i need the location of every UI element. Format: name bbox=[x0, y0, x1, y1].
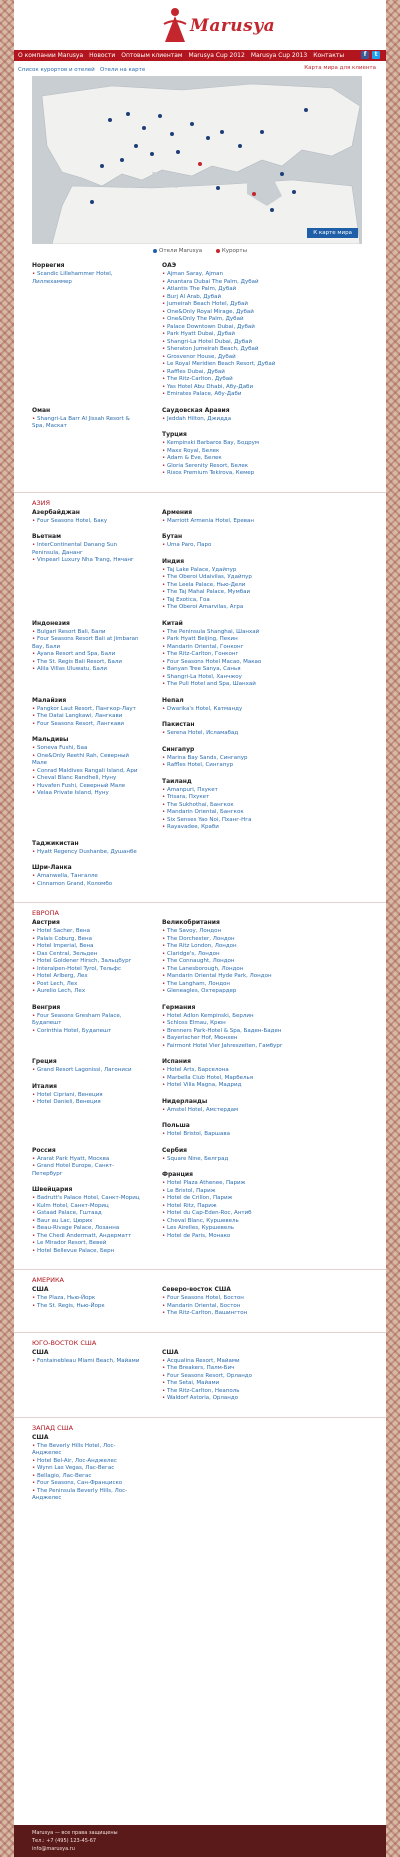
hotel-link[interactable]: • The Ritz-Carlton, Гонконг bbox=[162, 651, 312, 659]
country-block bbox=[162, 1122, 312, 1139]
hotel-link[interactable]: • Bellagio, Лас-Вегас bbox=[32, 1473, 142, 1481]
country-name: Польша bbox=[162, 1122, 190, 1129]
hotel-link[interactable]: • Soneva Fushi, Баа bbox=[32, 745, 142, 753]
hotel-link[interactable]: • Waldorf Astoria, Орландо bbox=[162, 1395, 312, 1403]
hotel-link[interactable]: • The Savoy, Лондон bbox=[162, 928, 312, 936]
hotel-link[interactable]: • Mandarin Oriental, Гонконг bbox=[162, 644, 312, 652]
hotels-on-map-link[interactable]: Отели на карте bbox=[100, 67, 146, 73]
region-column bbox=[32, 1058, 142, 1147]
country-block bbox=[162, 778, 312, 832]
hotel-link[interactable]: • The Ritz-Carlton, Вашингтон bbox=[162, 1310, 312, 1318]
country-block bbox=[162, 558, 312, 612]
hotel-link[interactable]: • Sheraton Jumeirah Beach, Дубай bbox=[162, 346, 312, 354]
hotel-link[interactable]: • The Taj Mahal Palace, Мумбаи bbox=[162, 589, 312, 597]
country-block bbox=[32, 1186, 142, 1255]
country-block bbox=[32, 620, 142, 674]
hotel-link[interactable]: • Conrad Maldives Rangali Island, Ари bbox=[32, 768, 142, 776]
country-block bbox=[162, 262, 312, 399]
hotel-link[interactable]: • The Sukhothai, Бангкок bbox=[162, 802, 312, 810]
hotel-link[interactable]: • Hotel Bristol, Варшава bbox=[162, 1131, 312, 1139]
country-name: Шри-Ланка bbox=[32, 864, 72, 871]
hotel-link[interactable]: • Mandarin Oriental, Бангкок bbox=[162, 809, 312, 817]
hotel-link[interactable]: • Rixos Premium Tekirova, Кемер bbox=[162, 470, 312, 478]
country-block bbox=[32, 1434, 142, 1503]
region-grid bbox=[14, 407, 386, 486]
country-name: Северо-восток США bbox=[162, 1286, 231, 1293]
hotel-link[interactable]: • Hotel du Cap-Eden-Roc, Антиб bbox=[162, 1210, 312, 1218]
hotel-link[interactable]: • Hotel Villa Magna, Мадрид bbox=[162, 1082, 312, 1090]
country-name: Вьетнам bbox=[32, 533, 62, 540]
hotel-link[interactable]: • The Oberoi Udaivilas, Удайпур bbox=[162, 574, 312, 582]
hotel-link[interactable]: • Ajman Saray, Ajman bbox=[162, 271, 312, 279]
hotel-link[interactable]: • Hotel Bel-Air, Лос-Анджелес bbox=[32, 1458, 142, 1466]
nav-item-wholesale[interactable]: Оптовым клиентам bbox=[121, 52, 183, 59]
country-name: Китай bbox=[162, 619, 183, 627]
hotel-link[interactable]: • Uma Paro, Паро bbox=[162, 542, 312, 550]
twitter-icon[interactable]: t bbox=[372, 51, 380, 59]
country-name: Мальдивы bbox=[32, 736, 69, 743]
country-name: США bbox=[32, 1348, 49, 1356]
region-grid bbox=[14, 697, 386, 840]
hotel-link[interactable]: • Hotel Cipriani, Венеция bbox=[32, 1092, 142, 1100]
hotel-link[interactable]: • Le Royal Meridien Beach Resort, Дубай bbox=[162, 361, 312, 369]
hotel-link[interactable]: • Park Hyatt Beijing, Пекин bbox=[162, 636, 312, 644]
country-name: Греция bbox=[32, 1058, 57, 1065]
country-block bbox=[32, 407, 142, 431]
hotel-link[interactable]: • Emirates Palace, Абу-Даби bbox=[162, 391, 312, 399]
hotel-link[interactable]: • Hotel Bellevue Palace, Берн bbox=[32, 1248, 142, 1256]
hotel-link[interactable]: • Bayerischer Hof, Мюнхен bbox=[162, 1035, 312, 1043]
footer-line: Marusya — все права защищены bbox=[32, 1830, 118, 1836]
region-column bbox=[162, 509, 312, 620]
country-block bbox=[32, 1083, 142, 1107]
footer-line: Тел.: +7 (495) 123-45-67 bbox=[32, 1838, 97, 1844]
region-grid bbox=[14, 919, 386, 1058]
hotel-link[interactable]: • Scandic Lillehammer Hotel, Лиллехаммер bbox=[32, 271, 142, 286]
country-name: Германия bbox=[162, 1003, 196, 1011]
hotel-link[interactable]: • Cinnamon Grand, Коломбо bbox=[32, 881, 142, 889]
nav-item-cup-2013[interactable]: Marusya Cup 2013 bbox=[250, 52, 308, 59]
hotel-link[interactable]: • The Lanesborough, Лондон bbox=[162, 966, 312, 974]
country-name: Индия bbox=[162, 557, 185, 565]
hotel-link[interactable]: • Park Hyatt Dubai, Дубай bbox=[162, 331, 312, 339]
country-block bbox=[162, 1349, 312, 1403]
country-block bbox=[32, 509, 142, 526]
region-column bbox=[32, 697, 142, 840]
region-column bbox=[162, 1434, 312, 1511]
region-column bbox=[162, 1058, 312, 1147]
hotel-link[interactable]: • Cheval Blanc, Куршевель bbox=[162, 1218, 312, 1226]
footer-line[interactable]: info@marusya.ru bbox=[32, 1846, 75, 1852]
country-block bbox=[162, 721, 312, 738]
region-grid bbox=[14, 620, 386, 697]
country-name: Венгрия bbox=[32, 1003, 61, 1011]
hotel-link[interactable]: • The Setai, Майами bbox=[162, 1380, 312, 1388]
country-block bbox=[32, 697, 142, 729]
hotel-link[interactable]: • Pangkor Laut Resort, Пангкор-Лаут bbox=[32, 706, 142, 714]
hotel-link[interactable]: • Square Nine, Белград bbox=[162, 1156, 312, 1164]
region-column bbox=[32, 919, 142, 1058]
hotel-link[interactable]: • Alila Villas Uluwatu, Бали bbox=[32, 666, 142, 674]
hotel-link[interactable]: • Corinthia Hotel, Будапешт bbox=[32, 1028, 142, 1036]
country-block bbox=[32, 864, 142, 888]
region-grid bbox=[14, 262, 386, 407]
map-graphic bbox=[32, 76, 362, 244]
header bbox=[14, 0, 386, 50]
hotel-link[interactable]: • Dwarika's Hotel, Катманду bbox=[162, 706, 312, 714]
main-nav bbox=[14, 50, 386, 61]
country-block bbox=[162, 1286, 312, 1318]
country-name: Сербия bbox=[162, 1146, 188, 1154]
hotel-link[interactable]: • Hotel Ritz, Париж bbox=[162, 1203, 312, 1211]
country-block bbox=[32, 1286, 142, 1310]
region-grid bbox=[14, 1349, 386, 1411]
hotel-link[interactable]: • Ararat Park Hyatt, Москва bbox=[32, 1156, 142, 1164]
hotel-link[interactable]: • Schloss Elmau, Крюн bbox=[162, 1020, 312, 1028]
hotel-map[interactable] bbox=[32, 76, 362, 244]
hotel-link[interactable]: • Four Seasons Hotel, Бостон bbox=[162, 1295, 312, 1303]
hotel-link[interactable]: • The Puli Hotel and Spa, Шанхай bbox=[162, 681, 312, 689]
country-name: Турция bbox=[162, 431, 187, 438]
region-column bbox=[32, 1286, 142, 1326]
hotel-link[interactable]: • Le Bristol, Париж bbox=[162, 1188, 312, 1196]
country-name: США bbox=[162, 1348, 179, 1356]
hotel-link[interactable]: • Fairmont Hotel Vier Jahreszeiten, Гамбург bbox=[162, 1043, 312, 1051]
country-name: Армения bbox=[162, 508, 193, 516]
hotel-link[interactable]: • Hyatt Regency Dushanbe, Душанбе bbox=[32, 849, 142, 857]
hotel-link[interactable]: • Le Mirador Resort, Вевей bbox=[32, 1240, 142, 1248]
country-name: Оман bbox=[32, 406, 51, 414]
region-title: ЮГО-ВОСТОК США bbox=[32, 1338, 97, 1347]
hotel-link[interactable]: • The Ritz-Carlton, Неаполь bbox=[162, 1388, 312, 1396]
region-column bbox=[32, 1349, 142, 1411]
hotel-link[interactable]: • Vinpearl Luxury Nha Trang, Нячанг bbox=[32, 557, 142, 565]
facebook-icon[interactable]: f bbox=[361, 51, 369, 59]
country-block bbox=[32, 1004, 142, 1036]
country-name: Таджикистан bbox=[32, 839, 79, 847]
hotel-link[interactable]: • Shangri-La Hotel, Ханчжоу bbox=[162, 674, 312, 682]
country-block bbox=[162, 697, 312, 714]
hotel-link[interactable]: • Les Airelles, Куршевель bbox=[162, 1225, 312, 1233]
region-column bbox=[162, 620, 312, 697]
hotel-link[interactable]: • The Beverly Hills Hotel, Лос-Анджелес bbox=[32, 1443, 142, 1458]
hotel-link[interactable]: • Taj Lake Palace, Удайпур bbox=[162, 567, 312, 575]
region-column bbox=[162, 1286, 312, 1326]
country-block bbox=[32, 262, 142, 286]
country-block bbox=[162, 620, 312, 689]
hotel-link[interactable]: • Ayana Resort and Spa, Бали bbox=[32, 651, 142, 659]
region-grid bbox=[14, 509, 386, 620]
hotel-link[interactable]: • Grosvenor House, Дубай bbox=[162, 354, 312, 362]
hotel-link[interactable]: • The Connaught, Лондон bbox=[162, 958, 312, 966]
hotel-link[interactable]: • Hotel Goldener Hirsch, Зальцбург bbox=[32, 958, 142, 966]
hotel-link[interactable]: • Marbella Club Hotel, Марбелья bbox=[162, 1075, 312, 1083]
hotel-link[interactable]: • Aurelio Lech, Лех bbox=[32, 988, 142, 996]
hotel-link[interactable]: • The St. Regis Bali Resort, Бали bbox=[32, 659, 142, 667]
country-name: Малайзия bbox=[32, 696, 67, 704]
hotel-link[interactable]: • Four Seasons Resort, Орландо bbox=[162, 1373, 312, 1381]
region-column bbox=[32, 509, 142, 620]
country-name: ОАЭ bbox=[162, 262, 177, 269]
country-block bbox=[162, 1058, 312, 1090]
country-block bbox=[32, 533, 142, 565]
hotel-link[interactable]: • Shangri-La Barr Al Jissah Resort & Spa, Маскат bbox=[32, 416, 142, 431]
hotel-link[interactable]: • Acqualina Resort, Майами bbox=[162, 1358, 312, 1366]
legend-dot-icon bbox=[153, 249, 157, 253]
hotel-link[interactable]: • Hotel Sacher, Вена bbox=[32, 928, 142, 936]
country-block bbox=[162, 431, 312, 478]
hotel-link[interactable]: • Burj Al Arab, Дубай bbox=[162, 294, 312, 302]
legend-dot-icon bbox=[216, 249, 220, 253]
country-block bbox=[162, 746, 312, 770]
country-name: Саудовская Аравия bbox=[162, 406, 230, 414]
country-name: Норвегия bbox=[32, 262, 65, 269]
country-block bbox=[32, 1349, 142, 1366]
hotel-link[interactable]: • Four Seasons Gresham Palace, Будапешт bbox=[32, 1013, 142, 1028]
country-name: Россия bbox=[32, 1146, 56, 1154]
hotel-link[interactable]: • The Dorchester, Лондон bbox=[162, 936, 312, 944]
hotel-link[interactable]: • The Oberoi Amarvilas, Агра bbox=[162, 604, 312, 612]
hotel-link[interactable]: • Six Senses Yao Noi, Пханг-Нга bbox=[162, 817, 312, 825]
social-links bbox=[361, 51, 380, 59]
country-name: США bbox=[32, 1286, 49, 1293]
country-name: Пакистан bbox=[162, 721, 195, 728]
hotel-link[interactable]: • Hotel Danieli, Венеция bbox=[32, 1099, 142, 1107]
hotel-link[interactable]: • Hotel Adlon Kempinski, Берлин bbox=[162, 1013, 312, 1021]
region-grid bbox=[14, 1058, 386, 1147]
region-title: АЗИЯ bbox=[32, 498, 50, 507]
region-column bbox=[162, 919, 312, 1058]
hotel-link[interactable]: • One&Only Royal Mirage, Дубай bbox=[162, 309, 312, 317]
hotel-link[interactable]: • Anantara Dubai The Palm, Дубай bbox=[162, 279, 312, 287]
region-column bbox=[162, 697, 312, 840]
hotel-link[interactable]: • Palace Downtown Dubai, Дубай bbox=[162, 324, 312, 332]
region-column bbox=[162, 262, 312, 407]
country-name: Непал bbox=[162, 696, 184, 704]
country-name: Великобритания bbox=[162, 919, 220, 926]
hotel-link[interactable]: • The Peninsula Beverly Hills, Лос-Анджелес bbox=[32, 1488, 142, 1503]
country-name: Индонезия bbox=[32, 619, 70, 627]
hotel-link[interactable]: • InterContinental Danang Sun Peninsula, Дананг bbox=[32, 542, 142, 557]
hotel-link[interactable]: • Hotel Imperial, Вена bbox=[32, 943, 142, 951]
nav-item-cup-2012[interactable]: Marusya Cup 2012 bbox=[188, 52, 245, 59]
nav-item-contacts[interactable]: Контакты bbox=[313, 52, 345, 59]
client-map-link[interactable]: Карта мира для клиента bbox=[304, 65, 376, 71]
hotel-link[interactable]: • Baur au Lac, Цюрих bbox=[32, 1218, 142, 1226]
country-block bbox=[162, 919, 312, 996]
hotel-link[interactable]: • Raffles Dubai, Дубай bbox=[162, 369, 312, 377]
country-name: Нидерланды bbox=[162, 1097, 208, 1105]
country-name: США bbox=[32, 1433, 49, 1441]
hotel-link[interactable]: • Hotel Plaza Athenee, Париж bbox=[162, 1180, 312, 1188]
country-name: Таиланд bbox=[162, 777, 192, 785]
region-grid bbox=[14, 840, 386, 897]
hotel-link[interactable]: • Fontainebleau Miami Beach, Майами bbox=[32, 1358, 142, 1366]
hotel-link[interactable]: • Four Seasons Hotel Macao, Макао bbox=[162, 659, 312, 667]
hotel-link[interactable]: • Adam & Eve, Белек bbox=[162, 455, 312, 463]
country-block bbox=[32, 736, 142, 798]
hotel-link[interactable]: • Cheval Blanc Randheli, Нуну bbox=[32, 775, 142, 783]
country-block bbox=[162, 509, 312, 526]
hotel-link[interactable]: • Gleneagles, Охтерардер bbox=[162, 988, 312, 996]
hotel-link[interactable]: • Hotel de Crillon, Париж bbox=[162, 1195, 312, 1203]
hotel-link[interactable]: • Marriott Armenia Hotel, Ереван bbox=[162, 518, 312, 526]
hotel-link[interactable]: • Bulgari Resort Bali, Бали bbox=[32, 629, 142, 637]
page bbox=[14, 0, 386, 1857]
hotel-link[interactable]: • Claridge's, Лондон bbox=[162, 951, 312, 959]
hotel-link[interactable]: • Brenners Park-Hotel & Spa, Баден-Баден bbox=[162, 1028, 312, 1036]
hotel-link[interactable]: • The Ritz London, Лондон bbox=[162, 943, 312, 951]
hotel-link[interactable]: • Marina Bay Sands, Сингапур bbox=[162, 755, 312, 763]
hotel-link[interactable]: • Grand Resort Lagonissi, Лагониси bbox=[32, 1067, 142, 1075]
hotel-directory bbox=[14, 262, 386, 1511]
hotel-link[interactable]: • Mandarin Oriental, Бостон bbox=[162, 1303, 312, 1311]
hotel-link[interactable]: • Amstel Hotel, Амстердам bbox=[162, 1107, 312, 1115]
hotel-link[interactable]: • Kempinski Barbaros Bay, Бодрум bbox=[162, 440, 312, 448]
hotel-link[interactable]: • Hotel de Paris, Монако bbox=[162, 1233, 312, 1241]
country-block bbox=[32, 1147, 142, 1179]
region-title: АМЕРИКА bbox=[32, 1276, 65, 1284]
hotel-link[interactable]: • Trisara, Пхукет bbox=[162, 794, 312, 802]
world-map-button[interactable]: К карте мира bbox=[307, 228, 358, 238]
region-title: ЗАПАД США bbox=[32, 1423, 74, 1432]
map-legend bbox=[14, 248, 386, 254]
hotel-link[interactable]: • Hotel Arlberg, Лех bbox=[32, 973, 142, 981]
hotel-link[interactable]: • Four Seasons Hotel, Баку bbox=[32, 518, 142, 526]
region-grid bbox=[14, 1147, 386, 1264]
hotel-link[interactable]: • Kulm Hotel, Санкт-Мориц bbox=[32, 1203, 142, 1211]
region-title: ЕВРОПА bbox=[32, 909, 59, 917]
hotel-link[interactable]: • The Breakers, Палм-Бич bbox=[162, 1365, 312, 1373]
hotel-link[interactable]: • The Chedi Andermatt, Андерматт bbox=[32, 1233, 142, 1241]
hotel-link[interactable]: • The Leela Palace, Нью-Дели bbox=[162, 582, 312, 590]
hotel-link[interactable]: • Badrutt's Palace Hotel, Санкт-Мориц bbox=[32, 1195, 142, 1203]
hotel-link[interactable]: • Amanpuri, Пхукет bbox=[162, 787, 312, 795]
hotel-link[interactable]: • Interalpen-Hotel Tyrol, Тельфс bbox=[32, 966, 142, 974]
hotel-link[interactable]: • Taj Exotica, Гоа bbox=[162, 597, 312, 605]
country-name: Сингапур bbox=[162, 745, 195, 753]
hotel-link[interactable]: • Gstaad Palace, Гштаад bbox=[32, 1210, 142, 1218]
footer bbox=[14, 1825, 386, 1857]
region-column bbox=[32, 262, 142, 407]
hotel-link[interactable]: • Four Seasons, Сан-Франциско bbox=[32, 1480, 142, 1488]
region-column bbox=[32, 1434, 142, 1511]
country-name: Австрия bbox=[32, 919, 60, 926]
region-column bbox=[32, 407, 142, 486]
hotel-link[interactable]: • Banyan Tree Sanya, Санья bbox=[162, 666, 312, 674]
hotel-link[interactable]: • Four Seasons Resort Bali at Jimbaran Bay, Бали bbox=[32, 636, 142, 651]
region-column bbox=[32, 840, 142, 897]
country-name: Азербайджан bbox=[32, 508, 80, 516]
hotel-link[interactable]: • Palais Coburg, Вена bbox=[32, 936, 142, 944]
hotel-link[interactable]: • Beau-Rivage Palace, Лозанна bbox=[32, 1225, 142, 1233]
country-name: Италия bbox=[32, 1082, 57, 1090]
country-block bbox=[162, 1098, 312, 1115]
hotel-link[interactable]: • Velaa Private Island, Нуну bbox=[32, 790, 142, 798]
country-name: Испания bbox=[162, 1058, 191, 1065]
country-block bbox=[162, 407, 312, 424]
hotel-link[interactable]: • The Plaza, Нью-Йорк bbox=[32, 1295, 142, 1303]
hotel-link[interactable]: • Maxx Royal, Белек bbox=[162, 448, 312, 456]
hotel-link[interactable]: • Wynn Las Vegas, Лас-Вегас bbox=[32, 1465, 142, 1473]
hotel-link[interactable]: • Hotel Arts, Барселона bbox=[162, 1067, 312, 1075]
hotel-link[interactable]: • Jeddah Hilton, Джидда bbox=[162, 416, 312, 424]
hotel-link[interactable]: • Raffles Hotel, Сингапур bbox=[162, 762, 312, 770]
hotel-link[interactable]: • Grand Hotel Europe, Санкт-Петербург bbox=[32, 1163, 142, 1178]
country-block bbox=[162, 533, 312, 550]
hotel-link[interactable]: • Four Seasons Resort, Лангкави bbox=[32, 721, 142, 729]
region-column bbox=[162, 1147, 312, 1264]
hotel-link[interactable]: • Serena Hotel, Исламабад bbox=[162, 730, 312, 738]
hotel-link[interactable]: • Jumeirah Beach Hotel, Дубай bbox=[162, 301, 312, 309]
hotel-link[interactable]: • The Peninsula Shanghai, Шанхай bbox=[162, 629, 312, 637]
hotel-link[interactable]: • The Datai Langkawi, Лангкави bbox=[32, 713, 142, 721]
hotel-link[interactable]: • Rayavadee, Краби bbox=[162, 824, 312, 832]
country-name: Франция bbox=[162, 1171, 193, 1178]
resort-list-link[interactable]: Список курортов и отелей bbox=[18, 67, 95, 73]
country-block bbox=[32, 919, 142, 996]
hotel-link[interactable]: • Atlantis The Palm, Дубай bbox=[162, 286, 312, 294]
brand-name[interactable]: Marusya bbox=[190, 16, 276, 36]
country-block bbox=[162, 1171, 312, 1240]
hotel-link[interactable]: • The St. Regis, Нью-Йорк bbox=[32, 1303, 142, 1311]
region-column bbox=[162, 1349, 312, 1411]
hotel-link[interactable]: • The Ritz-Carlton, Дубай bbox=[162, 376, 312, 384]
country-block bbox=[162, 1004, 312, 1051]
region-grid bbox=[14, 1434, 386, 1511]
hotel-link[interactable]: • One&Only The Palm, Дубай bbox=[162, 316, 312, 324]
country-block bbox=[32, 1058, 142, 1075]
hotel-link[interactable]: • Huvafen Fushi, Северный Мале bbox=[32, 783, 142, 791]
hotel-link[interactable]: • Gloria Serenity Resort, Белек bbox=[162, 463, 312, 471]
hotel-link[interactable]: • One&Only Reethi Rah, Северный Мале bbox=[32, 753, 142, 768]
hotel-link[interactable]: • Shangri-La Hotel Dubai, Дубай bbox=[162, 339, 312, 347]
hotel-link[interactable]: • Mandarin Oriental Hyde Park, Лондон bbox=[162, 973, 312, 981]
country-name: Швейцария bbox=[32, 1186, 73, 1193]
region-column bbox=[32, 1147, 142, 1264]
country-block bbox=[162, 1147, 312, 1164]
legend-item-resorts[interactable]: Курорты bbox=[216, 248, 247, 254]
hotel-link[interactable]: • Das Central, Зельден bbox=[32, 951, 142, 959]
region-column bbox=[32, 620, 142, 697]
nav-item-about[interactable]: О компании Marusya bbox=[18, 52, 84, 59]
country-name: Бутан bbox=[162, 533, 183, 540]
country-block bbox=[32, 840, 142, 857]
hotel-link[interactable]: • Yas Hotel Abu Dhabi, Абу-Даби bbox=[162, 384, 312, 392]
nav-item-news[interactable]: Новости bbox=[89, 52, 116, 59]
hotel-link[interactable]: • Post Lech, Лех bbox=[32, 981, 142, 989]
region-grid bbox=[14, 1286, 386, 1326]
logo-icon[interactable] bbox=[162, 6, 188, 44]
region-column bbox=[162, 840, 312, 897]
legend-item-hotels[interactable]: Отели Marusya bbox=[153, 248, 202, 254]
region-column bbox=[162, 407, 312, 486]
hotel-link[interactable]: • The Langham, Лондон bbox=[162, 981, 312, 989]
hotel-link[interactable]: • Amanwella, Тангалле bbox=[32, 873, 142, 881]
